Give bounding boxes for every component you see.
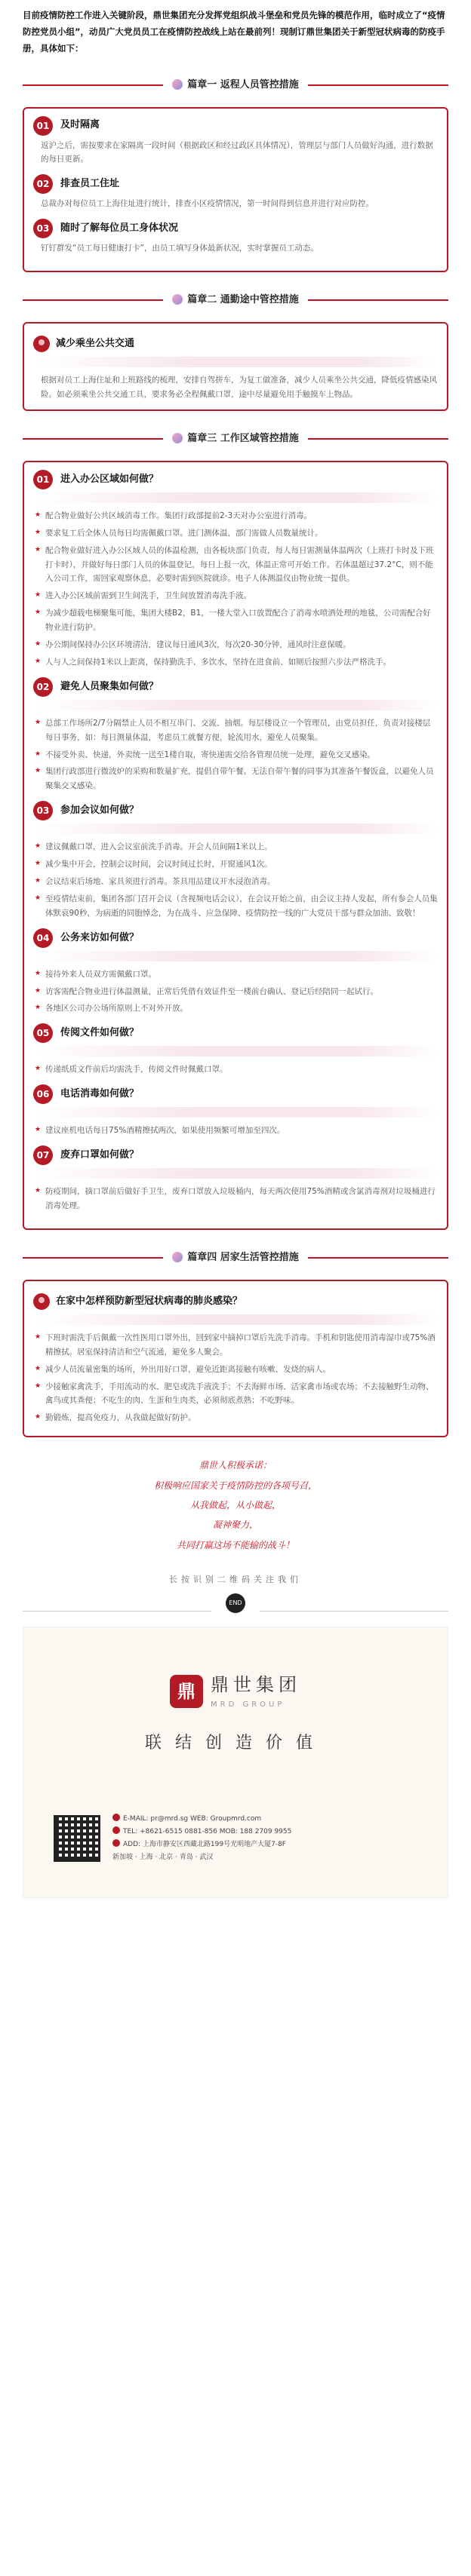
list-item: [33, 116, 438, 167]
brand-slogan: 联结创造价值: [144, 1733, 326, 1753]
star-bullet: ★ 建议佩戴口罩，进入会议室前洗手消毒。开会人员间隔1米以上。: [33, 840, 438, 854]
item-title: 公务来访如何做？: [60, 931, 140, 943]
number-badge: 02: [33, 174, 53, 194]
star-bullet: ★ 传递纸质文件前后均需洗手，传阅文件时佩戴口罩。: [33, 1063, 438, 1077]
star-bullet: ★ 要求复工后全体人员每日均需佩戴口罩。进门测体温，部门需做人员数量统计。: [33, 526, 438, 541]
item-title: 及时隔离: [60, 119, 100, 131]
logo-icon: 鼎: [170, 1675, 203, 1708]
star-bullet: ★ 减少人员流量密集的场所，外出用好口罩，避免近距离接触有咳嗽、发烧的病人。: [33, 1363, 438, 1377]
star-bullet: ★ 各地区公司办公场所原则上不对外开放。: [33, 1001, 438, 1016]
number-badge: 07: [33, 1145, 53, 1165]
number-badge: 01: [33, 116, 53, 136]
brand-name: 鼎世集团: [211, 1674, 301, 1696]
divider-bar: [33, 1314, 438, 1325]
chapter1-card: [23, 107, 448, 273]
section-05: [33, 1023, 438, 1077]
item-title: 减少乘坐公共交通: [56, 338, 135, 350]
star-bullet: ★ 少接触家禽洗手，手用流动的水、肥皂或洗手液洗手；不去海鲜市场、活家禽市场或农场；不去接触野生动物、禽鸟或其粪便；不吃生的肉、生蛋和生肉类，必须彻底煮熟；不吃野味。: [33, 1380, 438, 1409]
item-title: 进入办公区域如何做？: [60, 473, 159, 485]
chapter2-card: [23, 322, 448, 411]
star-bullet: ★ 配合物业做好公共区域消毒工作。集团行政部提前2-3天对办公室进行消毒。: [33, 509, 438, 523]
divider-bar: [33, 1046, 438, 1056]
number-badge: 06: [33, 1084, 53, 1104]
star-bullet: ★ 不接受外卖、快递，外卖统一送至1楼自取，寄快递需交给各管理员统一处理，避免交叉感染。: [33, 748, 438, 762]
divider-left: [23, 1611, 211, 1612]
item-body: 钉钉群发“员工每日健康打卡”，由员工填写身体最新状况，实时掌握员工动态。: [41, 244, 319, 253]
star-bullet: ★ 为减少超载电梯聚集可能，集团大楼B2，B1，一楼大堂入口放置配合了消毒水喷洒处理的地毯，公司需配合好物业进行防护。: [33, 606, 438, 635]
star-bullet: ★ 下班时需洗手后佩戴一次性医用口罩外出，回到家中摘掉口罩后先洗手消毒。手机和钥匙使用消毒湿巾或75%酒精擦拭。居室保持清洁和空气流通，避免多人聚会。: [33, 1331, 438, 1360]
contact-cities: 新加坡 · 上海 · 北京 · 青岛 · 武汉: [112, 1854, 214, 1862]
item-title: 避免人员聚集如何做？: [60, 680, 159, 692]
chapter4-card: [23, 1280, 448, 1437]
contact-block: [54, 1810, 425, 1867]
item-title: 电话消毒如何做？: [60, 1088, 140, 1100]
section-07: [33, 1145, 438, 1213]
item-body: 根据对员工上海住址和上班路线的梳理，安排自驾拼车，为复工做准备，减少人员乘坐公共交通，降低疫情感染风险。如必须乘坐公共交通工具，要求务必全程佩戴口罩，途中尽量避免用手触摸车上物品。: [41, 376, 437, 399]
divider-bar: [33, 823, 438, 834]
contact-tel: TEL: +8621-6515 0881-856 MOB: 188 2709 9955: [112, 1826, 291, 1838]
end-badge: END: [226, 1593, 245, 1613]
closing-pledge: 鼎世人积极承诺： 积极响应国家关于疫情防控的各项号召， 从我做起，从小做起， 凝神聚力， 共同打赢这场不能输的战斗！: [153, 1460, 317, 1550]
section-03: [33, 801, 438, 920]
number-badge: 03: [33, 219, 53, 238]
item-title: 废弃口罩如何做？: [60, 1149, 140, 1161]
brand-logo: [170, 1671, 301, 1711]
mail-icon: [112, 1814, 120, 1821]
section-01: [33, 470, 438, 670]
list-item: [33, 219, 438, 256]
star-bullet: ★ 进入办公区域前需到卫生间洗手，卫生间放置消毒洗手液。: [33, 589, 438, 603]
number-badge: 05: [33, 1023, 53, 1043]
item-title: 传阅文件如何做？: [60, 1027, 140, 1039]
number-badge: 04: [33, 928, 53, 948]
chapter3-card: [23, 461, 448, 1230]
number-badge: 03: [33, 801, 53, 820]
item-title: 随时了解每位员工身体状况: [60, 222, 179, 235]
chapter4-title: 篇章四 居家生活管控措施: [23, 1247, 448, 1269]
star-bullet: ★ 勤锻炼，提高免疫力，从我做起做好防护。: [33, 1411, 438, 1425]
list-item: [33, 174, 438, 211]
brand-name-en: MRD GROUP: [211, 1700, 285, 1710]
qr-hint: 长按识别二维码关注我们: [169, 1575, 302, 1585]
intro-text: 目前疫情防控工作进入关键阶段，鼎世集团充分发挥党组织战斗堡垒和党员先锋的模范作用，临时成立了“疫情防控党员小组”，动员广大党员员工在疫情防控战线上站在最前列！现制订鼎世集团关于新型冠状病毒的防疫手册，具体如下：: [23, 10, 445, 54]
phone-icon: [112, 1826, 120, 1834]
star-bullet: ★ 总部工作场所2/7分隔禁止人员不相互串门、交流、抽烟。每层楼设立一个管理员，由党员担任，负责对接楼层每日事务，如：每日测量体温，考虑员工就餐方便，轮流用水，避免人员聚集。: [33, 716, 438, 745]
star-bullet: ★ 会议结束后场地、家具须进行消毒。茶具用品建议开水浸泡消毒。: [33, 875, 438, 889]
number-badge: 01: [33, 470, 53, 489]
divider-bar: [33, 1168, 438, 1179]
star-bullet: ★ 办公期间保持办公区环境清洁，建议每日通风3次，每次20-30分钟，通风时注意保暖。: [33, 638, 438, 652]
chapter3-title: 篇章三 工作区域管控措施: [23, 428, 448, 450]
location-icon: [112, 1839, 120, 1847]
item-title: 在家中怎样预防新型冠状病毒的肺炎感染？: [56, 1295, 243, 1307]
bullet-dot-icon: [33, 336, 50, 352]
star-bullet: ★ 人与人之间保持1米以上距离，保持勤洗手、多饮水，坚持在进食前、如厕后按照六步法严格洗手。: [33, 655, 438, 670]
section-06: [33, 1084, 438, 1138]
divider-bar: [33, 1107, 438, 1118]
star-bullet: ★ 访客需配合物业进行体温测量，正常后凭借有效证件至一楼前台确认、登记后经陪同一起试行。: [33, 985, 438, 999]
bullet-dot-icon: [33, 1293, 50, 1310]
section-02: [33, 677, 438, 793]
divider-bar: [33, 700, 438, 710]
number-badge: 02: [33, 677, 53, 697]
chapter2-title: 篇章二 通勤途中管控措施: [23, 289, 448, 311]
item-body: 总裁办对每位员工上海住址进行统计，排查小区疫情情况，第一时间得到信息并进行对应防控。: [41, 199, 374, 209]
chapter1-title: 篇章一 返程人员管控措施: [23, 74, 448, 97]
star-bullet: ★ 集团行政部进行微波炉的采购和数量扩充，提倡自带午餐。无法自带午餐的同事为其准备午餐饭盒，以避免人员聚集交叉感染。: [33, 765, 438, 793]
brand-box: [23, 1627, 448, 1898]
star-bullet: ★ 至疫情结束前，集团各部门召开会议（含视频电话会议），在会议开始之前，由会议主持人发起，所有参会人员集体默哀90秒，为病逝的同胞悼念，为在战斗、应急保障、疫情防控一线的广大党员干部与群众加油、致敬！: [33, 892, 438, 921]
divider-bar: [33, 951, 438, 961]
star-bullet: ★ 建议座机电话每日75%酒精擦拭两次，如果使用频繁可增加至四次。: [33, 1124, 438, 1138]
star-bullet: ★ 减少集中开会，控制会议时间，会议时间过长时，开窗通风1次。: [33, 857, 438, 872]
contact-email: E-MAIL: pr@mrd.sg WEB: Groupmrd.com: [112, 1813, 291, 1826]
qr-code-icon[interactable]: [54, 1815, 100, 1862]
contact-address: ADD: 上海市静安区西藏北路199号光明地产大厦7-8F: [112, 1838, 291, 1851]
item-title: 排查员工住址: [60, 178, 120, 190]
ending: [0, 1573, 471, 1613]
item-body: 返沪之后，需按要求在家隔离一段时间（根据政区和经过政区具体情况），管理层与部门人员做好沟通，进行数据的每日更新。: [41, 140, 433, 164]
section-04: [33, 928, 438, 1017]
star-bullet: ★ 防疫期间，摘口罩前后做好手卫生，废弃口罩放入垃圾桶内，每天两次使用75%酒精或含氯消毒剂对垃圾桶进行消毒处理。: [33, 1185, 438, 1213]
star-bullet: ★ 接待外来人员双方需佩戴口罩。: [33, 968, 438, 982]
divider-right: [260, 1611, 448, 1612]
divider-bar: [33, 357, 438, 367]
star-bullet: ★ 配合物业做好进入办公区域人员的体温检测，由各板块部门负责，每人每日需测量体温两次（上班打卡时及下班打卡时），并做好每日部门人员的体温登记，每日上报一次，体温正常可开始工作。若体温超过37.2°C，则不能入公司工作，需回家观察休息，必要时需到医院就诊。电子人体测温仪由物业统一提供。: [33, 544, 438, 587]
item-title: 参加会议如何做？: [60, 805, 140, 817]
divider-bar: [33, 492, 438, 503]
